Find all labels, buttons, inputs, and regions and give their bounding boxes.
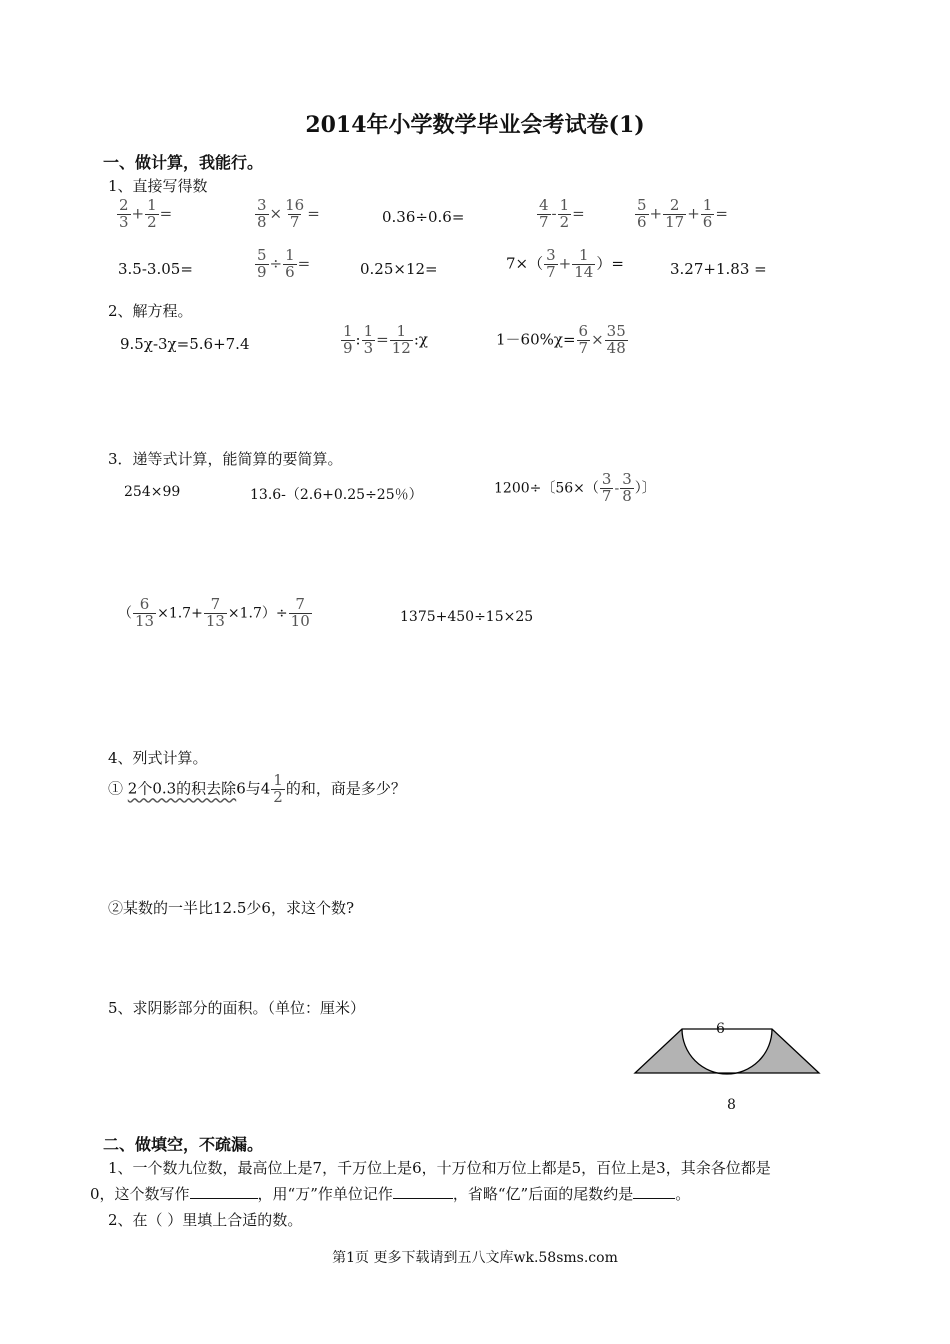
q3-label: 3．递等式计算，能简算的要简算。 xyxy=(108,450,343,468)
q3-expr-5: 1375+450÷15×25 xyxy=(400,609,534,625)
section-2-heading: 二、做填空，不疏漏。 xyxy=(103,1135,264,1154)
q4-label: 4、列式计算。 xyxy=(108,749,208,767)
q1-row1-item-b: $\frac{3}{8}$ × $\frac{16}{7}$ = xyxy=(257,196,320,231)
q2-equation-2: $\frac{1}{9}$ : $\frac{1}{3}$ = $\frac{1}{12}$ :χ xyxy=(343,322,428,357)
page-footer: 第1页 更多下载请到五八文库wk.58sms.com xyxy=(332,1250,618,1266)
q1-row1-item-e: $\frac{5}{6}$ + $\frac{2}{17}$ + $\frac{1}{6}$ = xyxy=(637,196,728,231)
q1-row1-item-a: $\frac{2}{3}$ + $\frac{1}{2}$ = xyxy=(119,196,173,231)
q1-row1-item-c: 0.36÷0.6= xyxy=(382,208,465,226)
page-title: 2014年小学数学毕业会考试卷(1) xyxy=(305,112,645,138)
q5-label: 5、求阴影部分的面积。（单位：厘米） xyxy=(108,999,366,1017)
q4-problem-2: ②某数的一半比12.5少6，求这个数? xyxy=(108,899,354,917)
q1-row1-item-d: $\frac{4}{7}$ - $\frac{1}{2}$ = xyxy=(539,196,585,231)
answer-blank-3[interactable] xyxy=(633,1184,675,1199)
q2-equation-1: 9.5χ-3χ=5.6+7.4 xyxy=(120,335,250,353)
q3-expr-4: （ $\frac{6}{13}$ ×1.7+ $\frac{7}{13}$ ×1.7）÷ $\frac{7}{10}$ xyxy=(118,595,310,630)
fill-q1-line2: 0，这个数写作 ，用“万”作单位记作 ，省略“亿”后面的尾数约是 。 xyxy=(90,1185,691,1203)
q1-row2-item-a: 3.5-3.05= xyxy=(118,260,193,278)
q3-expr-1: 254×99 xyxy=(124,484,181,500)
answer-blank-1[interactable] xyxy=(190,1184,258,1199)
q2-equation-3: 1－60%χ= $\frac{6}{7}$ × $\frac{35}{48}$ xyxy=(496,322,626,357)
answer-blank-2[interactable] xyxy=(393,1184,453,1199)
q1-row2-item-d: 7×（ $\frac{3}{7}$ + $\frac{1}{14}$ ）= xyxy=(506,246,624,281)
q4-problem-1: ① 2个0.3的积去除6与4 $\frac{1}{2}$ 的和，商是多少？ xyxy=(108,771,406,806)
q1-label: 1、直接写得数 xyxy=(108,177,208,195)
q3-expr-2: 13.6-（2.6+0.25÷25％） xyxy=(250,487,423,503)
fill-q2: 2、在（ ）里填上合适的数。 xyxy=(108,1211,303,1229)
q1-row2-item-e: 3.27+1.83 = xyxy=(670,260,767,278)
figure-bottom-label: 8 xyxy=(727,1097,736,1113)
q1-row2-item-c: 0.25×12= xyxy=(360,260,438,278)
figure-top-label: 6 xyxy=(716,1021,725,1037)
section-1-heading: 一、做计算，我能行。 xyxy=(103,153,264,172)
q2-label: 2、解方程。 xyxy=(108,302,193,320)
q3-expr-3: 1200÷〔56×（ $\frac{3}{7}$ - $\frac{3}{8}$ ）〕 xyxy=(494,470,656,505)
q1-row2-item-b: $\frac{5}{9}$ ÷ $\frac{1}{6}$ = xyxy=(257,246,311,281)
fill-q1-line1: 1、一个数九位数，最高位上是7，千万位上是6，十万位和万位上都是5，百位上是3，其余各位都是 xyxy=(108,1159,771,1177)
